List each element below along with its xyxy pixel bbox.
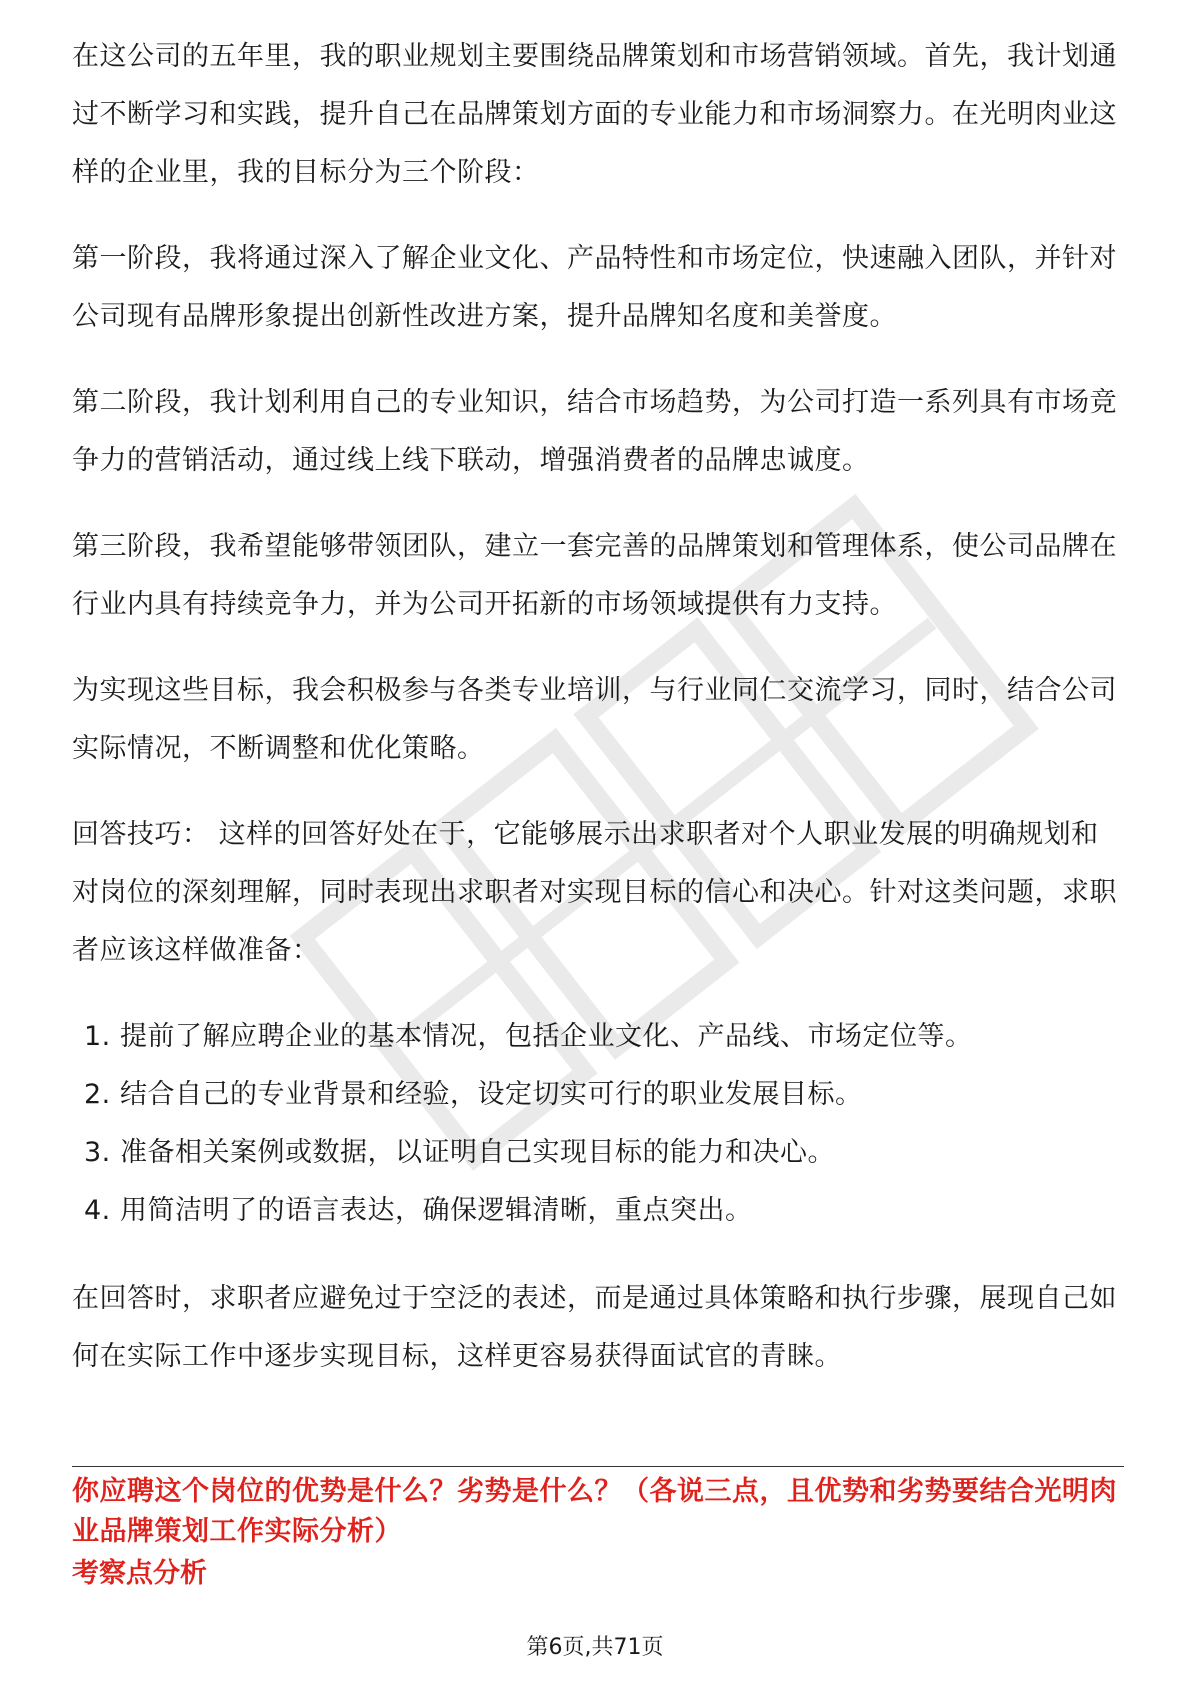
section-divider (72, 1466, 1124, 1467)
page-number-footer: 第6页,共71页 (526, 1635, 664, 1660)
list-item (84, 1066, 1124, 1124)
list-item-number: 2. (84, 1079, 111, 1110)
list-item-number: 1. (84, 1021, 111, 1052)
list-item (84, 1182, 1124, 1240)
stage-two-paragraph: 第二阶段，我计划利用自己的专业知识，结合市场趋势，为公司打造一系列具有市场竞争力的营销活动，通过线上线下联动，增强消费者的品牌忠诚度。 (72, 387, 1117, 476)
list-item-text: 用简洁明了的语言表达，确保逻辑清晰，重点突出。 (120, 1195, 753, 1226)
stage-one-paragraph: 第一阶段，我将通过深入了解企业文化、产品特性和市场定位，快速融入团队，并针对公司现有品牌形象提出创新性改进方案，提升品牌知名度和美誉度。 (72, 243, 1117, 332)
list-item-number: 3. (84, 1137, 111, 1168)
closing-paragraph: 在回答时，求职者应避免过于空泛的表述，而是通过具体策略和执行步骤，展现自己如何在实际工作中逐步实现目标，这样更容易获得面试官的青睐。 (72, 1283, 1117, 1372)
stage-three-paragraph: 第三阶段，我希望能够带领团队，建立一套完善的品牌策划和管理体系，使公司品牌在行业内具有持续竞争力，并为公司开拓新的市场领域提供有力支持。 (72, 531, 1117, 620)
intro-paragraph: 在这公司的五年里，我的职业规划主要围绕品牌策划和市场营销领域。首先，我计划通过不断学习和实践，提升自己在品牌策划方面的专业能力和市场洞察力。在光明肉业这样的企业里，我的目标分为三个阶段： (72, 41, 1117, 188)
analysis-heading: 考察点分析 (72, 1558, 207, 1589)
method-paragraph: 为实现这些目标，我会积极参与各类专业培训，与行业同仁交流学习，同时，结合公司实际情况，不断调整和优化策略。 (72, 675, 1117, 764)
list-item (84, 1124, 1124, 1182)
list-item-text: 提前了解应聘企业的基本情况，包括企业文化、产品线、市场定位等。 (120, 1021, 973, 1052)
list-item-text: 准备相关案例或数据，以证明自己实现目标的能力和决心。 (120, 1137, 835, 1168)
question-heading: 你应聘这个岗位的优势是什么？劣势是什么？（各说三点，且优势和劣势要结合光明肉业品牌策划工作实际分析） (72, 1476, 1117, 1547)
document-body (72, 28, 1124, 1414)
list-item (84, 1008, 1124, 1066)
preparation-list (72, 1008, 1124, 1240)
tips-paragraph: 回答技巧： 这样的回答好处在于，它能够展示出求职者对个人职业发展的明确规划和对岗位的深刻理解，同时表现出求职者对实现目标的信心和决心。针对这类问题，求职者应该这样做准备： (72, 819, 1117, 966)
list-item-number: 4. (84, 1195, 111, 1226)
list-item-text: 结合自己的专业背景和经验，设定切实可行的职业发展目标。 (120, 1079, 863, 1110)
